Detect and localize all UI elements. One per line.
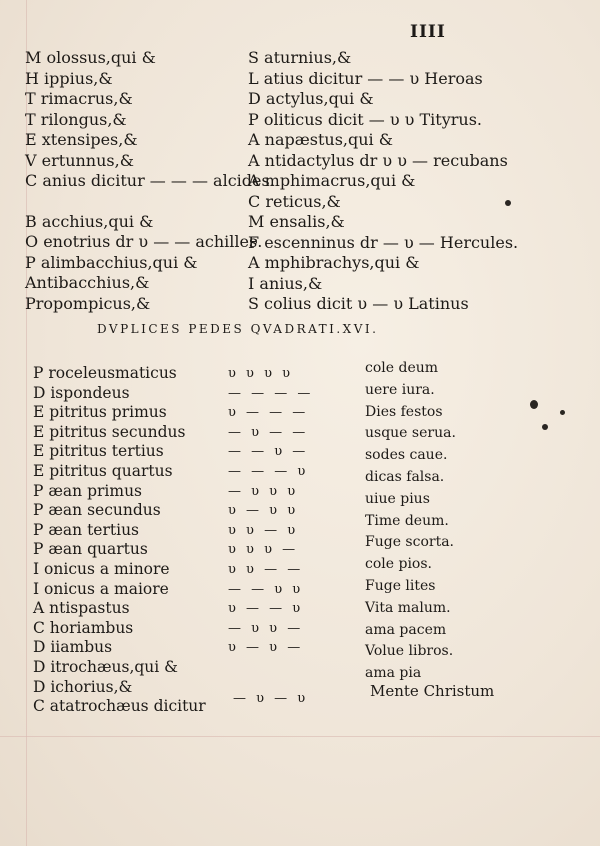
list-item: υ υ — υ <box>228 522 299 538</box>
list-item: T rilongus,& <box>25 109 127 129</box>
ink-spot <box>542 424 548 430</box>
list-item: ama pia <box>365 665 422 682</box>
list-item: cole deum <box>365 360 439 376</box>
list-item: P æan secundus <box>33 501 161 520</box>
list-item: D itrochæus,qui & <box>33 657 178 676</box>
list-item: E pitritus primus <box>33 403 167 422</box>
list-item: Propompicus,& <box>25 293 151 313</box>
list-item: — υ — — <box>228 424 309 440</box>
list-item: E xtensipes,& <box>25 130 138 149</box>
list-item: uiue pius <box>365 490 430 507</box>
list-item: — υ υ υ <box>228 483 299 499</box>
list-item: E pitritus tertius <box>33 442 164 461</box>
list-item: C atatrochæus dicitur <box>33 697 206 716</box>
list-item: E pitritus quartus <box>33 461 173 480</box>
list-item: H ippius,& <box>25 68 113 88</box>
list-item: υ υ υ υ <box>228 366 294 381</box>
spacer <box>25 192 275 212</box>
list-item: V ertunnus,& <box>25 150 134 170</box>
ink-spot <box>530 400 538 409</box>
list-item: P oliticus dicit — υ υ Tityrus. <box>248 109 482 129</box>
list-item: υ — υ — <box>228 640 304 656</box>
list-item: Volue libros. <box>365 643 454 660</box>
list-item: A napæstus,qui & <box>248 130 393 149</box>
list-item: — — — — <box>228 385 314 401</box>
meter-catatrochaeus: — υ — υ <box>233 691 309 706</box>
list-item: S aturnius,& <box>248 48 352 67</box>
list-item: A mphibrachys,qui & <box>248 253 420 272</box>
list-item: — — υ — <box>228 444 309 460</box>
list-item: B acchius,qui & <box>25 211 154 231</box>
list-item: uere iura. <box>365 381 435 398</box>
list-item: sodes caue. <box>365 447 448 464</box>
list-item: I onicus a maiore <box>33 579 169 598</box>
list-item: P alimbacchius,qui & <box>25 252 198 272</box>
list-item: F escenninus dr — υ — Hercules. <box>248 232 519 252</box>
list-item: Dies festos <box>365 403 443 420</box>
list-item: D actylus,qui & <box>248 89 374 108</box>
list-item: υ υ — — <box>228 561 304 577</box>
list-item: — υ υ — <box>228 620 304 636</box>
list-item: I anius,& <box>248 273 323 293</box>
list-item: A ntidactylus dr υ υ — recubans <box>248 150 508 170</box>
list-item: dicas falsa. <box>365 468 445 485</box>
list-item: Antibacchius,& <box>25 273 150 292</box>
list-item: I onicus a minore <box>33 559 170 578</box>
list-item: Fuge lites <box>365 577 436 594</box>
list-item: cole pios. <box>365 556 432 573</box>
list-item: P æan tertius <box>33 520 140 539</box>
list-item: P æan quartus <box>33 540 148 559</box>
feet-names-list <box>33 364 206 717</box>
list-item: Time deum. <box>365 512 449 529</box>
list-item: O enotrius dr υ — — achilles. <box>25 232 263 251</box>
list-item: ama pacem <box>365 621 447 638</box>
list-item: A ntispastus <box>33 599 130 618</box>
list-item: P æan primus <box>33 481 142 500</box>
list-item: P roceleusmaticus <box>33 364 177 382</box>
list-item: A mphimacrus,qui & <box>248 171 416 190</box>
list-item: — — — υ <box>228 463 309 479</box>
margin-rule-horizontal <box>0 736 600 737</box>
list-item: Fuge scorta. <box>365 534 454 551</box>
ink-spot <box>560 410 565 415</box>
left-top-list <box>25 48 275 314</box>
ink-spot <box>505 200 511 206</box>
list-item: E pitritus secundus <box>33 422 186 441</box>
list-item: υ — — υ <box>228 601 304 617</box>
list-item: D ichorius,& <box>33 677 133 696</box>
meters-list <box>228 364 313 658</box>
list-item: υ υ υ — <box>228 542 299 558</box>
list-item: M olossus,qui & <box>25 48 156 67</box>
list-item: Vita malum. <box>365 599 451 616</box>
list-item: υ — υ υ <box>228 503 299 519</box>
list-item: υ — — — <box>228 405 309 421</box>
examples-list <box>365 358 456 685</box>
list-item: L atius dicitur — — υ Heroas <box>248 68 483 88</box>
page-number: IIII <box>410 22 446 42</box>
list-item: C horiambus <box>33 618 134 637</box>
list-item: S colius dicit υ — υ Latinus <box>248 294 469 313</box>
list-item: C anius dicitur — — — alcides. <box>25 171 275 190</box>
right-top-list <box>248 48 518 315</box>
list-item: usque serua. <box>365 425 456 442</box>
list-item: D ispondeus <box>33 383 130 402</box>
list-item: T rimacrus,& <box>25 89 133 108</box>
list-item: C reticus,& <box>248 191 341 211</box>
list-item: D iiambus <box>33 638 113 657</box>
section-heading: DVPLICES PEDES QVADRATI.XVI. <box>97 322 379 336</box>
list-item: M ensalis,& <box>248 212 345 231</box>
motto-line: Mente Christum <box>370 682 495 700</box>
list-item: — — υ υ <box>228 581 304 597</box>
